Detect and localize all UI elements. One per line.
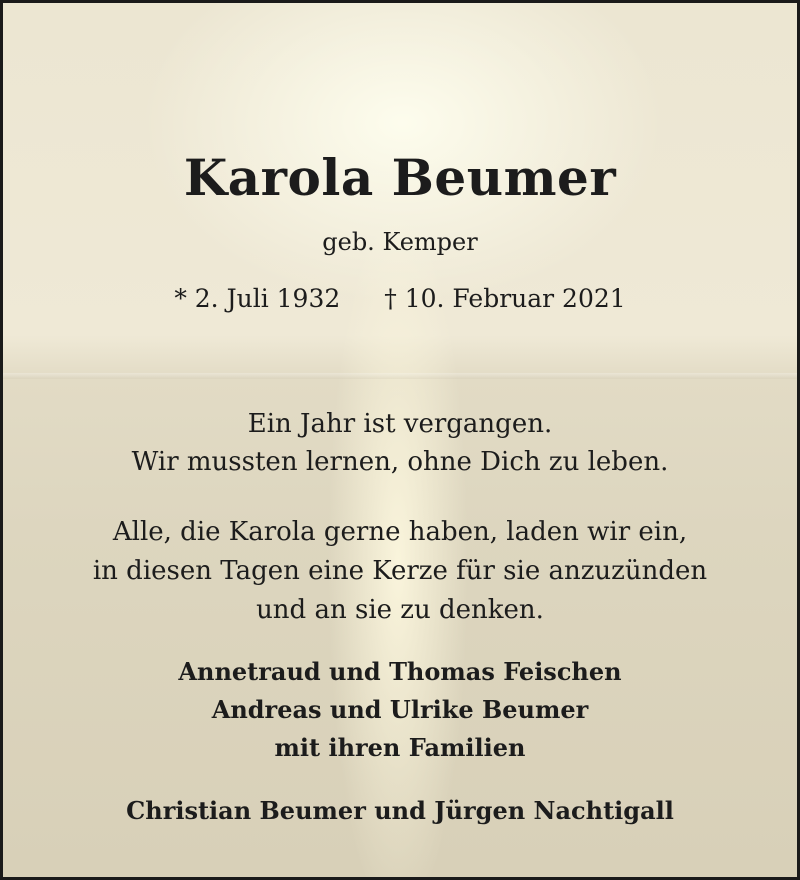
verse-line: Wir mussten lernen, ohne Dich zu leben. [131, 447, 669, 477]
signer-line: Annetraud und Thomas Feischen [178, 657, 622, 686]
maiden-name: geb. Kemper [322, 228, 478, 256]
signers-block [3, 653, 797, 767]
last-signer: Christian Beumer und Jürgen Nachtigall [126, 796, 674, 825]
memorial-verse [3, 405, 797, 481]
sea-horizon-background [3, 373, 797, 379]
verse-line: Ein Jahr ist vergangen. [247, 409, 553, 439]
invitation-text [3, 513, 797, 630]
signer-line: mit ihren Familien [274, 733, 526, 762]
invitation-line: in diesen Tagen eine Kerze für sie anzuzünden [92, 556, 708, 586]
invitation-line: und an sie zu denken. [256, 595, 544, 625]
invitation-line: Alle, die Karola gerne haben, laden wir ein, [112, 517, 688, 547]
signer-line: Andreas und Ulrike Beumer [211, 695, 589, 724]
life-dates [3, 281, 797, 317]
deceased-name: Karola Beumer [183, 148, 617, 207]
death-date: † 10. Februar 2021 [384, 284, 626, 313]
birth-date: * 2. Juli 1932 [174, 284, 341, 313]
